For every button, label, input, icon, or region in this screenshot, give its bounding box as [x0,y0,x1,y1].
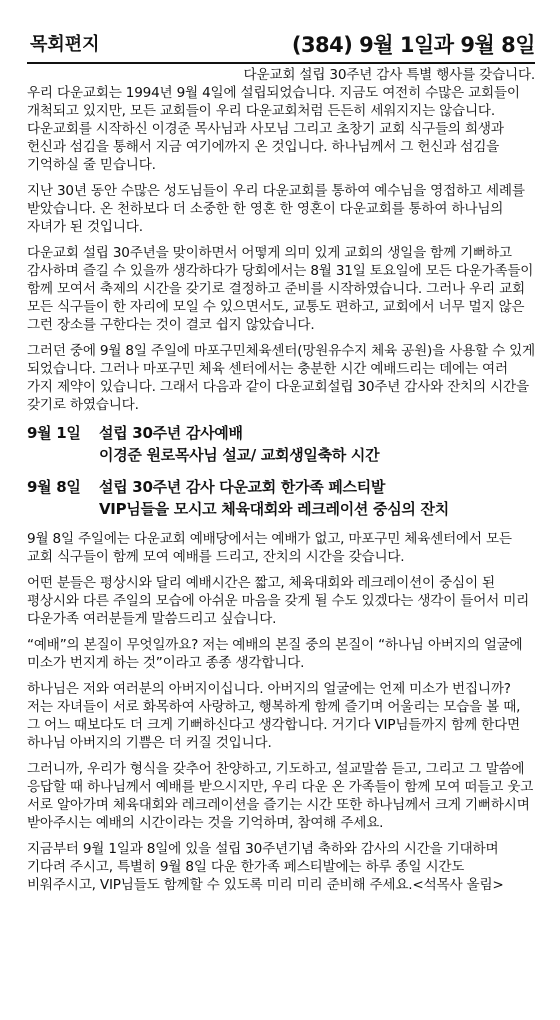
event-date: 9월 1일 [27,424,81,442]
paragraph: 지난 30년 동안 수많은 성도님들이 우리 다운교회를 통하여 예수님을 영접하고 세례를 받았습니다. 온 천하보다 더 소중한 한 영혼 한 영혼이 다운교회를 통하여 하나님의 자녀가 된 것입니다. [27,183,525,235]
headline: 다운교회 설립 30주년 감사 특별 행사를 갖습니다. [243,67,535,83]
letter-page [27,30,535,902]
issue-title: (384) 9월 1일과 9월 8일 [291,33,535,57]
paragraph: 그러니까, 우리가 형식을 갖추어 찬양하고, 기도하고, 설교말씀 듣고, 그리고 그 말씀에 응답할 때 하나님께서 예배를 받으시지만, 우리 다운 온 가족들이 함께 모여 떠들고 웃고 서로 알아가며 체육대회와 레크레이션을 즐기는 시간 또한 하나님께서 크게 기뻐하시며 받아주시는 예배의 시간이라는 것을 기억하며, 참여해 주세요. [27,761,534,831]
paragraph: “예배”의 본질이 무엇일까요? 저는 예배의 본질 중의 본질이 “하나님 아버지의 얼굴에 미소가 번지게 하는 것”이라고 종종 생각합니다. [27,637,523,671]
paragraph: 하나님은 저와 여러분의 아버지이십니다. 아버지의 얼굴에는 언제 미소가 번집니까? 저는 자녀들이 서로 화목하여 사랑하고, 행복하게 함께 즐기며 어울리는 모습을 볼 때, 그 어느 때보다도 더 크게 기뻐하신다고 생각합니다. 거기다 VIP님들까지 함께 한다면 하나님 아버지의 기쁨은 더 커질 것입니다. [27,681,521,751]
paragraph: 그러던 중에 9월 8일 주일에 마포구민체육센터(망원유수지 체육 공원)을 사용할 수 있게 되었습니다. 그러나 마포구민 체육 센터에서는 충분한 시간 예배드리는 데에는 여러 가지 제약이 있습니다. 그래서 다음과 같이 다운교회설립 30주년 감사와 잔치의 시간을 갖기로 하였습니다. [27,343,535,413]
event-detail: VIP님들을 모시고 체육대회와 레크레이션 중심의 잔치 [99,500,449,518]
event-sept-8 [27,476,535,520]
paragraph: 다운교회 설립 30주년을 맞이하면서 어떻게 의미 있게 교회의 생일을 함께 기뻐하고 감사하며 즐길 수 있을까 생각하다가 당회에서는 8월 31일 토요일에 모든 다운가족들이 함께 모여서 축제의 시간을 갖기로 결정하고 준비를 시작하였습니다. 그러나 우리 교회 모든 식구들이 한 자리에 모일 수 있으면서도, 교통도 편하고, 교회에서 너무 멀지 않은 그런 장소를 구한다는 것이 결코 쉽지 않았습니다. [27,245,534,333]
letter-header [27,30,535,60]
event-sept-1 [27,422,535,466]
column-title: 목회편지 [30,34,100,55]
paragraph: 우리 다운교회는 1994년 9월 4일에 설립되었습니다. 지금도 여전히 수많은 교회들이 개척되고 있지만, 모든 교회들이 우리 다운교회처럼 든든히 세워지지는 않습니다. 다운교회를 시작하신 이경준 목사님과 사모님 그리고 초창기 교회 식구들의 희생과 헌신과 섬김을 통해서 지금 여기에까지 온 것입니다. 하나님께서 그 헌신과 섬김을 기억하실 줄 믿습니다. [27,85,520,173]
header-divider [27,62,535,64]
event-detail: 이경준 원로목사님 설교/ 교회생일축하 시간 [99,446,380,464]
paragraph: 어떤 분들은 평상시와 달리 예배시간은 짧고, 체육대회와 레크레이션이 중심이 된 평상시와 다른 주일의 모습에 아쉬운 마음을 갖게 될 수도 있겠다는 생각이 들어서 미리 다운가족 여러분들게 말씀드리고 싶습니다. [27,575,530,627]
event-date: 9월 8일 [27,478,81,496]
event-title: 설립 30주년 감사예배 [99,424,243,442]
paragraph: 9월 8일 주일에는 다운교회 예배당에서는 예배가 없고, 마포구민 체육센터에서 모든 교회 식구들이 함께 모여 예배를 드리고, 잔치의 시간을 갖습니다. [27,531,512,565]
event-title: 설립 30주년 감사 다운교회 한가족 페스티발 [99,478,386,496]
paragraph-closing: 지금부터 9월 1일과 8일에 있을 설립 30주년기념 축하와 감사의 시간을 기대하며 기다려 주시고, 특별히 9월 8일 다운 한가족 페스티발에는 하루 종일 시간도 비워주시고, VIP님들도 함께할 수 있도록 미리 미리 준비해 주세요.<석목사 올림> [27,841,504,893]
